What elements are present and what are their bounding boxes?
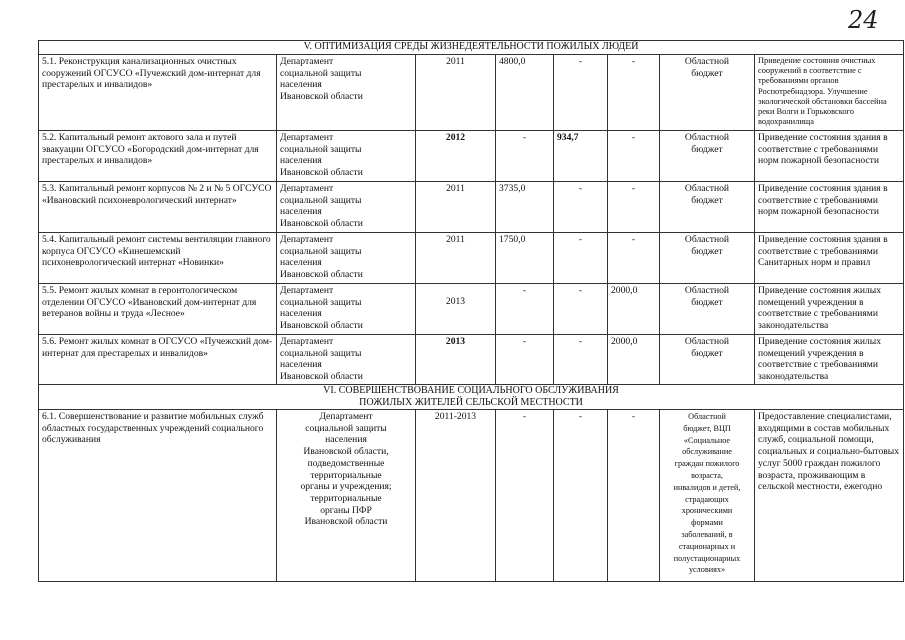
amount-2011-cell: 3735,0	[496, 182, 554, 233]
amount-2011-cell: -	[496, 131, 554, 182]
year-cell: 2011	[416, 233, 496, 284]
amount-2013-cell: -	[608, 55, 660, 131]
year-cell: 2013	[416, 284, 496, 335]
source-cell: Областной бюджет, ВЦП «Социальное обслуживание граждан пожилого возраста, инвалидов и детей, страдающих хроническими формами заболеваний, в стационарных и полустационарных условиях»	[660, 410, 755, 582]
year-cell: 2012	[416, 131, 496, 182]
amount-2012-cell: -	[554, 182, 608, 233]
year-cell: 2011	[416, 182, 496, 233]
measure-cell: 5.3. Капитальный ремонт корпусов № 2 и № 5 ОГСУСО «Ивановский психоневрологический интернат»	[39, 182, 277, 233]
source-cell: Областной бюджет	[660, 335, 755, 385]
amount-2012-cell: 934,7	[554, 131, 608, 182]
measure-cell: 6.1. Совершенствование и развитие мобильных служб областных государственных учреждений социального обслуживания	[39, 410, 277, 582]
table-row	[39, 410, 904, 582]
section-header-row	[39, 41, 904, 55]
amount-2012-cell: -	[554, 233, 608, 284]
section-header-row	[39, 385, 904, 410]
result-cell: Предоставление специалистами, входящими в состав мобильных служб, социальной помощи, социальных и социально-бытовых услуг 5000 граждан пожилого возраста, проживающим в сельской местности, ежегодно	[755, 410, 904, 582]
result-cell: Приведение состояния здания в соответствие с требованиями норм пожарной безопасности	[755, 182, 904, 233]
measure-cell: 5.2. Капитальный ремонт актового зала и путей эвакуации ОГСУСО «Богородский дом-интернат для престарелых и инвалидов»	[39, 131, 277, 182]
year-cell: 2011-2013	[416, 410, 496, 582]
measure-cell: 5.1. Реконструкция канализационных очистных сооружений ОГСУСО «Пучежский дом-интернат для престарелых и инвалидов»	[39, 55, 277, 131]
source-cell: Областной бюджет	[660, 233, 755, 284]
result-cell: Приведение состояния жилых помещений учреждения в соответствие с требованиями законодательства	[755, 335, 904, 385]
result-cell: Приведение состояния жилых помещений учреждения в соответствие с требованиями законодательства	[755, 284, 904, 335]
source-cell: Областной бюджет	[660, 131, 755, 182]
result-cell: Приведение состояния здания в соответствие с требованиями Санитарных норм и правил	[755, 233, 904, 284]
amount-2012-cell: -	[554, 55, 608, 131]
result-cell: Приведение состояния очистных сооружений в соответствие с требованиями органов Роспотребнадзора. Улучшение экологической обстановки бассейна реки Волги и Горьковского водохранилища	[755, 55, 904, 131]
table-row	[39, 335, 904, 385]
amount-2012-cell: -	[554, 335, 608, 385]
table-row	[39, 131, 904, 182]
amount-2013-cell: -	[608, 233, 660, 284]
source-cell: Областной бюджет	[660, 55, 755, 131]
section-title	[39, 385, 904, 410]
table-row	[39, 182, 904, 233]
amount-2011-cell: 1750,0	[496, 233, 554, 284]
table-row	[39, 55, 904, 131]
year-cell: 2013	[416, 335, 496, 385]
measure-cell: 5.5. Ремонт жилых комнат в геронтологическом отделении ОГСУСО «Ивановский дом-интернат для ветеранов войны и труда «Лесное»	[39, 284, 277, 335]
amount-2013-cell: -	[608, 131, 660, 182]
amount-2012-cell: -	[554, 410, 608, 582]
executor-cell: Департамент социальной защиты населения Ивановской области	[277, 55, 416, 131]
amount-2012-cell: -	[554, 284, 608, 335]
amount-2013-cell: -	[608, 182, 660, 233]
executor-cell: Департамент социальной защиты населения Ивановской области	[277, 284, 416, 335]
executor-cell: Департамент социальной защиты населения Ивановской области	[277, 233, 416, 284]
amount-2013-cell: -	[608, 410, 660, 582]
table-row	[39, 284, 904, 335]
executor-cell: Департамент социальной защиты населения Ивановской области	[277, 131, 416, 182]
amount-2011-cell: -	[496, 284, 554, 335]
amount-2013-cell: 2000,0	[608, 335, 660, 385]
section-title-line-2: ПОЖИЛЫХ ЖИТЕЛЕЙ СЕЛЬСКОЙ МЕСТНОСТИ	[359, 396, 583, 408]
measure-cell: 5.6. Ремонт жилых комнат в ОГСУСО «Пучежский дом-интернат для престарелых и инвалидов»	[39, 335, 277, 385]
amount-2011-cell: -	[496, 335, 554, 385]
table-row	[39, 233, 904, 284]
amount-2013-cell: 2000,0	[608, 284, 660, 335]
source-cell: Областной бюджет	[660, 284, 755, 335]
section-title: V. ОПТИМИЗАЦИЯ СРЕДЫ ЖИЗНЕДЕЯТЕЛЬНОСТИ ПОЖИЛЫХ ЛЮДЕЙ	[39, 41, 904, 55]
measures-table	[38, 40, 904, 582]
amount-2011-cell: -	[496, 410, 554, 582]
page-number: 24	[848, 6, 879, 34]
executor-cell: Департамент социальной защиты населения Ивановской области	[277, 182, 416, 233]
executor-cell: Департамент социальной защиты населения Ивановской области, подведомственные территориальные органы и учреждения; территориальные органы ПФР Ивановской области	[277, 410, 416, 582]
executor-cell: Департамент социальной защиты населения Ивановской области	[277, 335, 416, 385]
source-cell: Областной бюджет	[660, 182, 755, 233]
year-cell: 2011	[416, 55, 496, 131]
section-title-line-1: VI. СОВЕРШЕНСТВОВАНИЕ СОЦИАЛЬНОГО ОБСЛУЖИВАНИЯ	[323, 385, 619, 396]
amount-2011-cell: 4800,0	[496, 55, 554, 131]
measure-cell: 5.4. Капитальный ремонт системы вентиляции главного корпуса ОГСУСО «Кинешемский психоневрологический интернат «Новинки»	[39, 233, 277, 284]
result-cell: Приведение состояния здания в соответствие с требованиями норм пожарной безопасности	[755, 131, 904, 182]
